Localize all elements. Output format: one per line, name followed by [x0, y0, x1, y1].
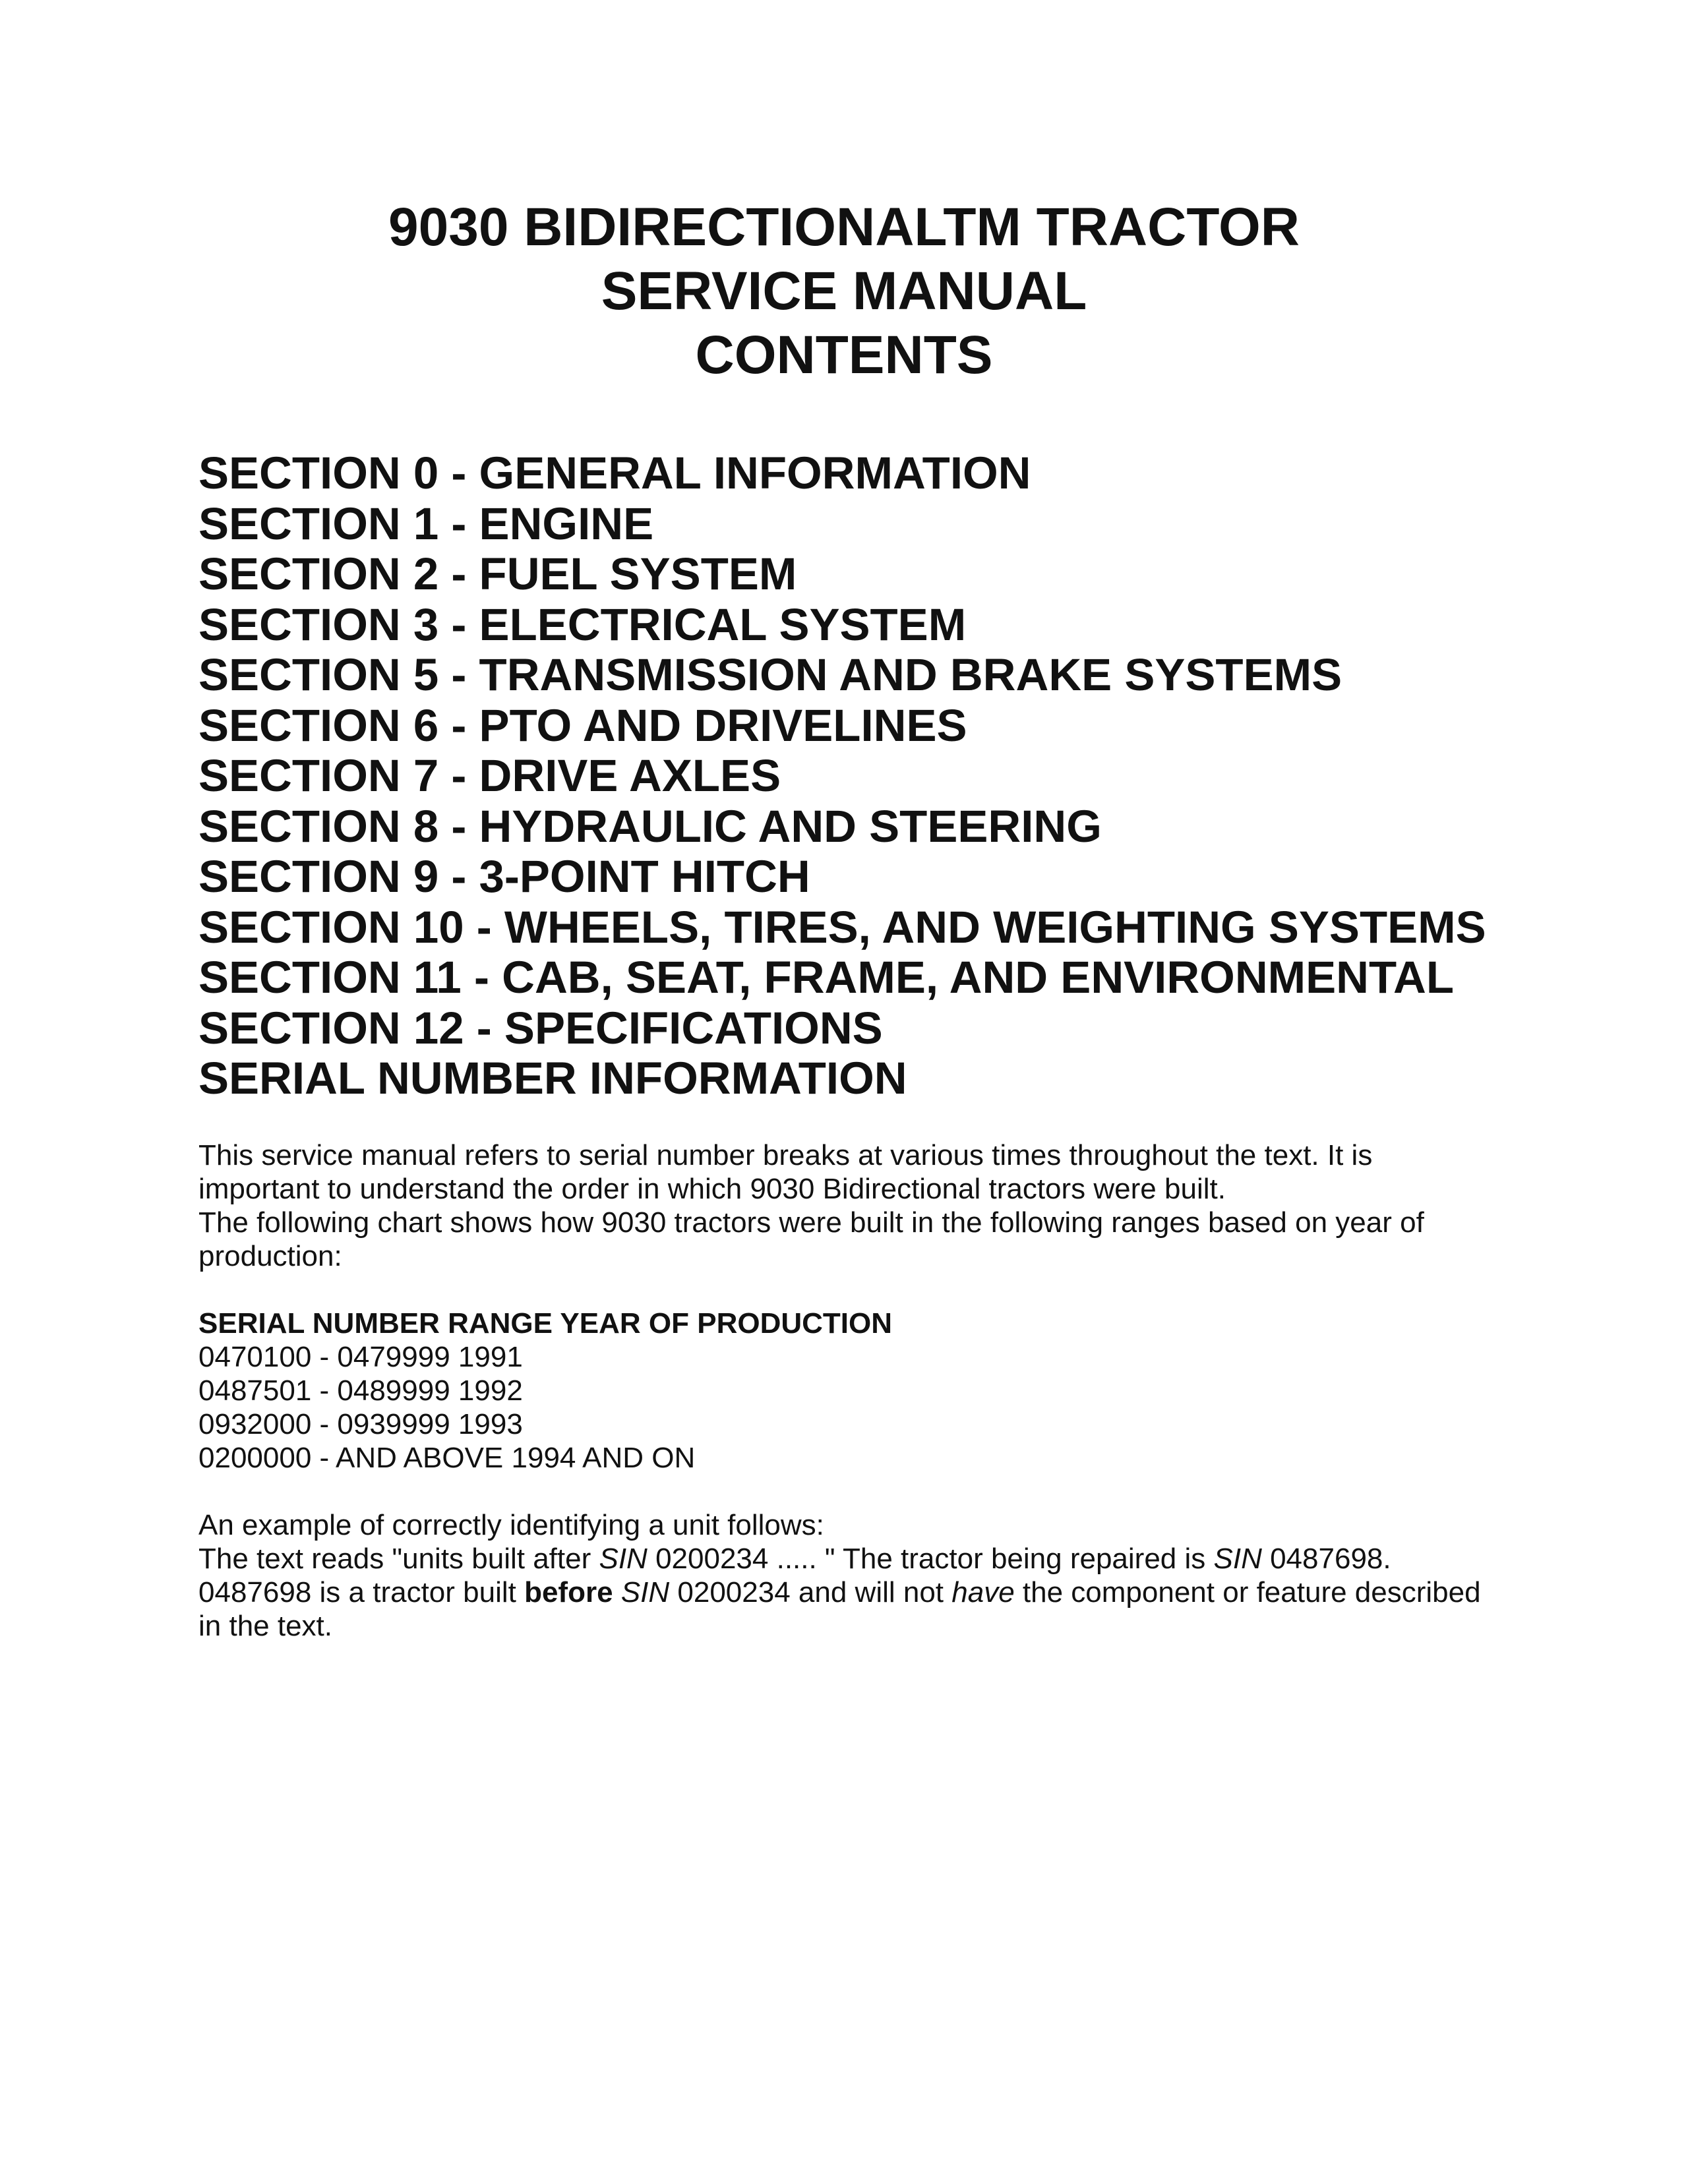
example-text: the component or feature described: [1014, 1576, 1481, 1608]
contents-item: SERIAL NUMBER INFORMATION: [198, 1053, 907, 1104]
sin-abbrev: SIN: [1213, 1543, 1262, 1575]
title-line-3: CONTENTS: [695, 325, 993, 385]
contents-item: SECTION 10 - WHEELS, TIRES, AND WEIGHTING SYSTEMS: [198, 901, 1486, 953]
emphasis-have: have: [951, 1576, 1015, 1608]
example-text: 0200234 and will not: [669, 1576, 952, 1608]
example-text: The text reads "units built after: [198, 1543, 599, 1575]
emphasis-before: before: [524, 1576, 613, 1608]
intro-line: This service manual refers to serial number breaks at various times throughout the text. It is: [198, 1139, 1373, 1171]
contents-item: SECTION 12 - SPECIFICATIONS: [198, 1002, 883, 1053]
example-text: 0487698.: [1261, 1543, 1391, 1575]
contents-item: SECTION 1 - ENGINE: [198, 498, 654, 549]
contents-item: SECTION 7 - DRIVE AXLES: [198, 750, 781, 801]
contents-item: SECTION 9 - 3-POINT HITCH: [198, 851, 810, 902]
example-text: 0200234 ..... " The tractor being repaired is: [647, 1543, 1214, 1575]
contents-item: SECTION 0 - GENERAL INFORMATION: [198, 448, 1031, 498]
sin-abbrev: SIN: [620, 1576, 670, 1608]
intro-line: important to understand the order in which 9030 Bidirectional tractors were built.: [198, 1173, 1226, 1205]
serial-table-row: 0200000 - AND ABOVE 1994 AND ON: [198, 1442, 696, 1474]
example-paragraph: [198, 1508, 1530, 1643]
contents-item: SECTION 11 - CAB, SEAT, FRAME, AND ENVIRONMENTAL: [198, 952, 1455, 1003]
serial-table-row: 0487501 - 0489999 1992: [198, 1374, 523, 1407]
contents-item: SECTION 8 - HYDRAULIC AND STEERING: [198, 800, 1102, 852]
contents-item: SECTION 2 - FUEL SYSTEM: [198, 548, 797, 599]
serial-info-body: [198, 1138, 1530, 1643]
contents-item: SECTION 5 - TRANSMISSION AND BRAKE SYSTEMS: [198, 649, 1342, 700]
example-text: [613, 1576, 621, 1608]
serial-table-row: 0470100 - 0479999 1991: [198, 1341, 523, 1373]
intro-line: The following chart shows how 9030 tractors were built in the following ranges based on year of: [198, 1206, 1424, 1239]
contents-item: SECTION 3 - ELECTRICAL SYSTEM: [198, 599, 967, 650]
intro-line: production:: [198, 1240, 342, 1272]
example-line: [198, 1576, 1530, 1609]
example-text: 0487698 is a tractor built: [198, 1576, 525, 1608]
example-line: An example of correctly identifying a unit follows:: [198, 1509, 824, 1541]
title-line-1: 9030 BIDIRECTIONALTM TRACTOR: [388, 197, 1300, 257]
intro-paragraph: [198, 1138, 1530, 1273]
serial-table-header: SERIAL NUMBER RANGE YEAR OF PRODUCTION: [198, 1307, 893, 1340]
example-line: [198, 1542, 1530, 1576]
page-title: [0, 195, 1688, 387]
sin-abbrev: SIN: [599, 1543, 648, 1575]
example-line: in the text.: [198, 1610, 333, 1642]
contents-item: SECTION 6 - PTO AND DRIVELINES: [198, 699, 967, 751]
title-line-2: SERVICE MANUAL: [601, 261, 1087, 321]
serial-table-row: 0932000 - 0939999 1993: [198, 1408, 523, 1440]
contents-list: [198, 448, 1675, 1104]
serial-number-table: [198, 1307, 1530, 1475]
